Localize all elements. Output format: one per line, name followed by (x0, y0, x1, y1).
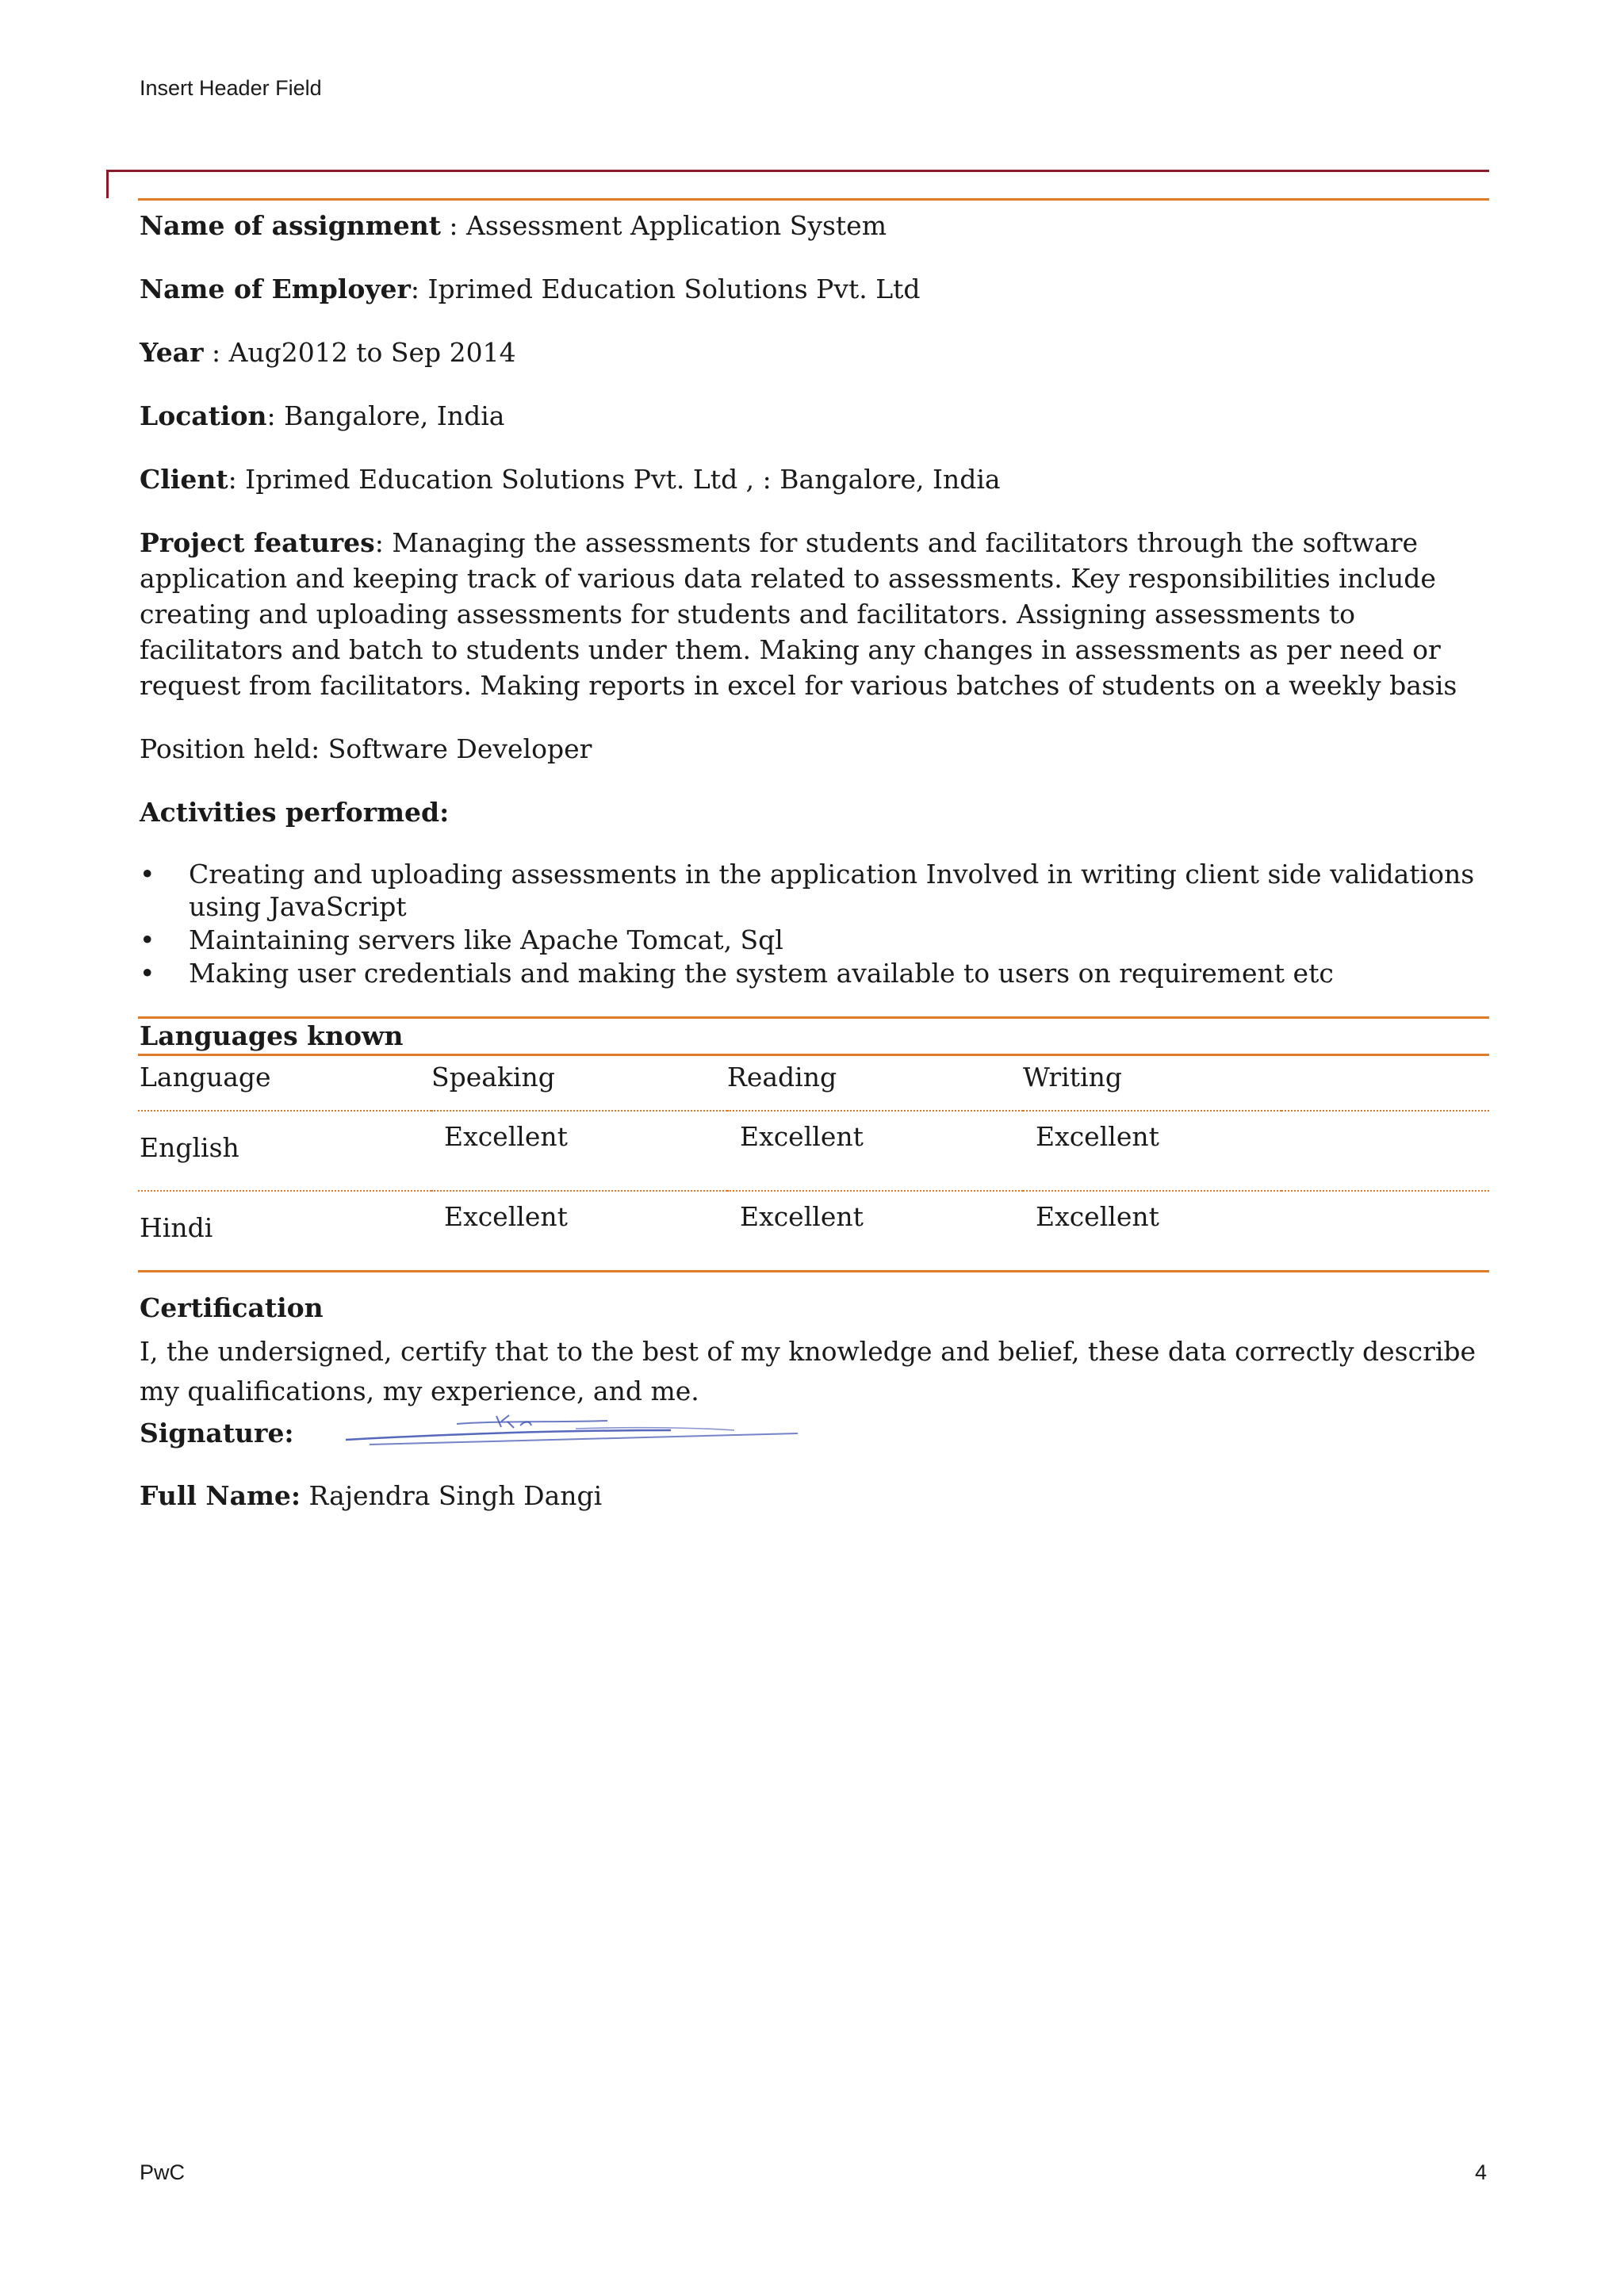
employer: Name of Employer: Iprimed Education Solutions Pvt. Ltd (140, 274, 921, 304)
certification-line: I, the undersigned, certify that to the best of my knowledge and belief, these data correctly describe (140, 1336, 1477, 1367)
activities-list (140, 858, 1488, 989)
list-item: • Creating and uploading assessments in the application Involved in writing client side validations using JavaScript (140, 859, 1475, 922)
language-cell: Hindi (138, 1191, 431, 1272)
column-header: Reading (727, 1056, 1023, 1111)
certification-line: my qualifications, my experience, and me. (140, 1376, 699, 1406)
reading-cell: Excellent (727, 1111, 1023, 1191)
assignment-section (140, 208, 1488, 990)
writing-cell: Excellent (1023, 1191, 1281, 1272)
activities-heading: Activities performed: (140, 797, 450, 828)
table-header-row (138, 1056, 1489, 1111)
table-row (138, 1111, 1489, 1191)
certification-title: Certification (140, 1292, 324, 1323)
language-cell: English (138, 1111, 431, 1191)
speaking-cell: Excellent (431, 1111, 727, 1191)
header-rule (106, 170, 1489, 172)
header-rule-corner (106, 170, 109, 198)
footer-company: PwC (140, 2160, 186, 2184)
column-header: Speaking (431, 1056, 727, 1111)
page-number: 4 (1475, 2160, 1488, 2184)
position-held: Position held: Software Developer (140, 733, 592, 764)
project-features: Project features: Managing the assessments for students and facilitators through the software application and keeping track of various data related to assessments. Key responsibilities include creating and uploading assessments for students and facilitators. Assigning assessments to facilitators and batch to students under them. Making any changes in assessments as per need or request from facilitators. Making reports in excel for various batches of students on a weekly basis (140, 527, 1457, 701)
bullet-icon: • (140, 958, 155, 989)
signature-row (140, 1411, 1488, 1460)
signature-label: Signature: (140, 1418, 294, 1448)
list-item: • Making user credentials and making the system available to users on requirement etc (140, 958, 1334, 989)
column-header: Writing (1023, 1056, 1281, 1111)
section-rule (138, 198, 1489, 201)
languages-table (138, 1056, 1489, 1272)
writing-cell: Excellent (1023, 1111, 1281, 1191)
full-name: Full Name: Rajendra Singh Dangi (140, 1480, 603, 1511)
assignment-name: Name of assignment : Assessment Application System (140, 210, 887, 241)
client: Client: Iprimed Education Solutions Pvt. Ltd , : Bangalore, India (140, 464, 1001, 495)
header-field: Insert Header Field (140, 76, 322, 100)
reading-cell: Excellent (727, 1191, 1023, 1272)
languages-section (138, 1016, 1489, 1272)
location: Location: Bangalore, India (140, 400, 505, 431)
bullet-icon: • (140, 924, 155, 955)
year: Year : Aug2012 to Sep 2014 (140, 337, 516, 368)
bullet-icon: • (140, 859, 155, 890)
column-header: Language (138, 1056, 431, 1111)
table-row (138, 1191, 1489, 1272)
languages-title: Languages known (140, 1020, 404, 1051)
speaking-cell: Excellent (431, 1191, 727, 1272)
signature-image (338, 1406, 814, 1454)
certification-section (140, 1288, 1488, 1516)
list-item: • Maintaining servers like Apache Tomcat, Sql (140, 924, 783, 955)
